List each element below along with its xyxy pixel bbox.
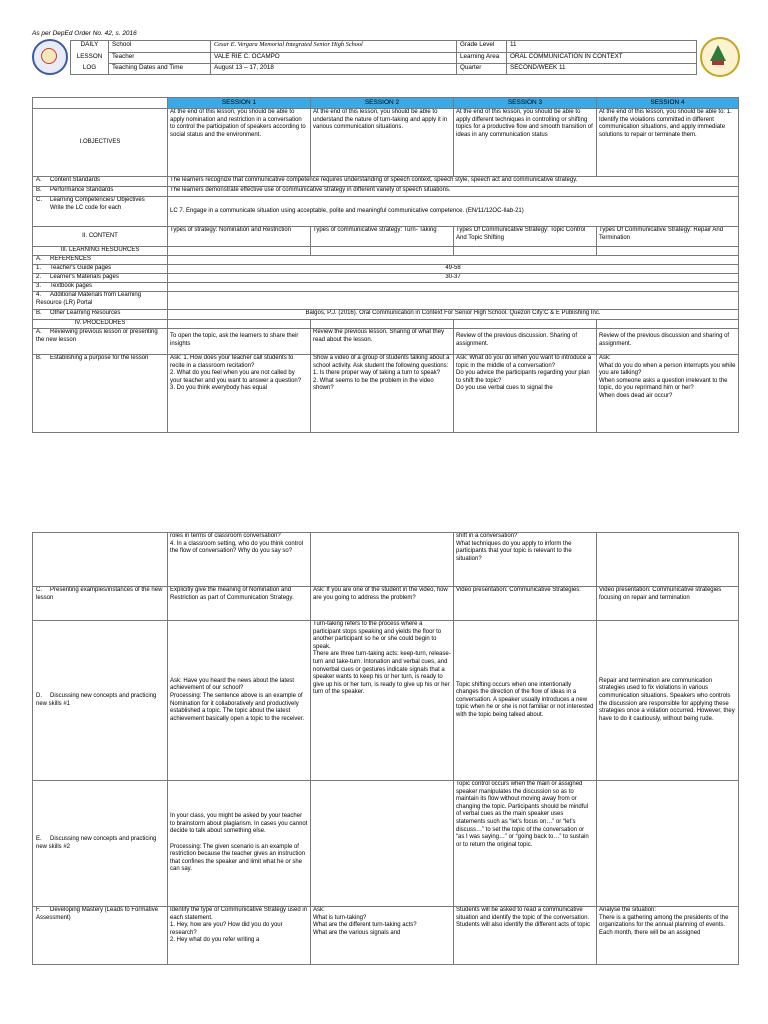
session-1-header: SESSION 1 (168, 98, 311, 109)
school-seal-right (700, 37, 740, 77)
session-2-header: SESSION 2 (311, 98, 454, 109)
cont-s1: roles in terms of classroom conversation? 4. In a classroom setting, who do you think control the flow of conversation? Why do you say so? (168, 533, 311, 587)
content-s3: Types Of Communicative Strategy: Topic Control And Topic Shifting (454, 227, 597, 247)
quarter-label: Quarter (457, 64, 507, 75)
proc-c-label: C. Presenting examples/instances of the new lesson (33, 587, 168, 621)
proc-d-label: D. Discussing new concepts and practicing new skills #1 (33, 621, 168, 781)
cont-s3: shift in a conversation? What techniques do you apply to inform the participants that your topic is relevant to the situation? (454, 533, 597, 587)
proc-c-s3: Video presentation: Communicative Strategies: (454, 587, 597, 621)
log-line-3: LOG (71, 64, 109, 75)
tg-pages-value: 49-58 (168, 265, 739, 274)
proc-b-s2: Show a video of a group of students talking about a school activity. Ask student the following questions: 1. Is there proper way of taking a turn to speak? 2. What seems to be the problem in the video shown? (311, 355, 454, 433)
proc-f-s1: Identify the type of Communicative Strategy used in each statement. 1. Hey, how are you? How did you do your research? 2. Hey what do you refer writing a (168, 907, 311, 965)
teacher-label: Teacher (109, 53, 211, 64)
dll-main-table-continued (32, 532, 739, 965)
dates-value: August 13 – 17, 2018 (211, 64, 457, 75)
school-label: School (109, 41, 211, 53)
performance-standards-label: B. Performance Standards (33, 187, 168, 197)
lm-pages-value: 30-37 (168, 274, 739, 283)
proc-e-s3: Topic control occurs when the main or assigned speaker manipulates the discussion so as to maintain its flow without moving away from or changing the topic. Participants should be mindful of verbal cues as the main speaker uses statements such as “let’s focus on…” or “let’s discuss…” to set the topic of the conversation or “as I was saying…” or “going back to…” to sustain or to return the original topic. (454, 781, 597, 907)
lr-portal-label: 4. Additional Materials from Learning Resource (LR) Portal (33, 292, 168, 310)
competencies-value: LC 7. Engage in a communicate situation using acceptable, polite and meaningful communicative competence. (EN/11/12OC-Ilab-21) (168, 197, 739, 227)
references-label: A. REFERENCES (33, 256, 168, 265)
session-3-header: SESSION 3 (454, 98, 597, 109)
proc-d-s4: Repair and termination are communication strategies used to fix violations in various communication situations. Speakers who controls the discussion are responsible for applying these strategies once a violation occurred. However, they have to do it cautiously, without being rude. (597, 621, 739, 781)
proc-b-s1: Ask: 1. How does your teacher call students to recite in a classroom recitation? 2. What do you feel when you are not called by your teacher and you want to answer a question? 3. Do you think everybody has equal (168, 355, 311, 433)
proc-c-s2: Ask: If you are one of the student in the video, how are you going to address the problem? (311, 587, 454, 621)
lm-pages-label: 2. Learner's Materials pages (33, 274, 168, 283)
content-s2: Types of communicative strategy: Turn- Taking (311, 227, 454, 247)
proc-a-label: A. Reviewing previous lesson or presenting the new lesson (33, 329, 168, 355)
teacher-value: VALE RIE C. OCAMPO (211, 53, 457, 64)
proc-f-s2: Ask: What is turn-taking? What are the different turn-taking acts? What are the various signals and (311, 907, 454, 965)
proc-e-label: E. Discussing new concepts and practicing new skills #2 (33, 781, 168, 907)
grade-label: Grade Level (457, 41, 507, 53)
proc-b-s4: Ask: What do you do when a person interrupts you while you are talking? When someone asks a question irrelevant to the topic, do you reprimand him or her? When does dead air occur? (597, 355, 739, 433)
proc-d-s1: Ask: Have you heard the news about the latest achievement of our school? Processing: The sentence above is an example of Nomination for it collaboratively and productively established a topic. The topic about the latest achievement basically open a topic to the receiver. (168, 621, 311, 781)
content-label: II. CONTENT (33, 227, 168, 247)
area-label: Learning Area (457, 53, 507, 64)
textbook-pages-label: 3. Textbook pages (33, 283, 168, 292)
competencies-label: C. Learning Competencies/ Objectives Write the LC code for each (33, 197, 168, 227)
proc-f-label: F. Developing Mastery (Leads to Formative Assessment) (33, 907, 168, 965)
proc-f-s3: Students will be asked to read a communicative situation and identify the topic of the conversation. Students will also identify the different acts of topic (454, 907, 597, 965)
log-line-1: DAILY (71, 41, 109, 53)
session-4-header: SESSION 4 (597, 98, 739, 109)
other-resources-value: Balgos, P.J. (2016). Oral Communication in Context For Senior High School. Quezon City:C & E Publishing Inc. (168, 310, 739, 320)
proc-e-s1: In your class, you might be asked by your teacher to brainstorm about plagiarism. In cases you cannot decide to talk about something else. Processing: The given scenario is an example of restriction because the teacher gives an instruction that confines the speaker and limit what he or she can say. (168, 781, 311, 907)
deped-order-note: As per DepEd Order No. 42, s. 2016 (32, 30, 137, 37)
area-value: ORAL COMMUNICATION IN CONTEXT (507, 53, 697, 64)
other-resources-label: B. Other Learning Resources (33, 310, 168, 320)
objectives-s4: At the end of this lesson, you should be able to: 1. Identify the violations committed in different communication situations, and apply immediate solutions to repair or terminate them. (597, 109, 739, 177)
performance-standards-value: The learners demonstrate effective use of communicative strategy in different variety of speech situations. (168, 187, 739, 197)
proc-d-s3: Topic shifting occurs when one intentionally changes the direction of the flow of ideas in a conversation. A speaker usually introduces a new topic when he or she is not familiar or not interested with the topic being talked about. (454, 621, 597, 781)
dates-label: Teaching Dates and Time (109, 64, 211, 75)
resources-label: III. LEARNING RESOURCES (33, 247, 168, 256)
procedures-label: IV. PROCEDURES (33, 320, 168, 329)
proc-c-s4: Video presentation: Communicative strategies focusing on repair and termination (597, 587, 739, 621)
dll-main-table (32, 97, 739, 433)
objectives-s3: At the end of this lesson, you should be able to apply different techniques in controlling or shifting topics for a productive flow and smooth transition of ideas in any communication status (454, 109, 597, 177)
proc-a-s2: Review the previous lesson. Sharing of what they read about the lesson. (311, 329, 454, 355)
proc-a-s1: To open the topic, ask the learners to share their insights (168, 329, 311, 355)
quarter-value: SECOND/WEEK 11 (507, 64, 697, 75)
proc-f-s4: Analyse the situation: There is a gathering among the presidents of the organizations for the annual planning of events. Each month, there will be an assigned (597, 907, 739, 965)
objectives-s1: At the end of this lesson, you should be able to apply nomination and restriction in a conversation to control the participation of speakers according to social status and the environment. (168, 109, 311, 177)
content-standards-label: A. Content Standards (33, 177, 168, 187)
proc-b-s3: Ask: What do you do when you want to introduce a topic in the middle of a conversation? Do you advice the participants regarding your plan to shift the topic? Do you use verbal cues to signal the (454, 355, 597, 433)
session-header-blank (33, 98, 168, 109)
proc-b-label: B. Establishing a purpose for the lesson (33, 355, 168, 433)
log-line-2: LESSON (71, 53, 109, 64)
objectives-label: I.OBJECTIVES (33, 109, 168, 177)
dll-header-table (70, 40, 697, 75)
proc-a-s4: Review of the previous discussion and sharing of assignment. (597, 329, 739, 355)
content-s4: Types Of Communicative Strategy: Repair And Termination (597, 227, 739, 247)
content-standards-value: The learners recognize that communicative competence requires understanding of speech context, speech style, speech act and communicative strategy. (168, 177, 739, 187)
proc-a-s3: Review of the previous discussion. Sharing of assignment. (454, 329, 597, 355)
grade-value: 11 (507, 41, 697, 53)
school-value: Cesar E. Vergara Memorial Integrated Senior High School (211, 41, 457, 53)
objectives-s2: At the end of this lesson, you should be able to understand the nature of turn-taking and apply it in various communication situations. (311, 109, 454, 177)
content-s1: Types of strategy: Nomination and Restriction (168, 227, 311, 247)
proc-c-s1: Explicitly give the meaning of Nomination and Restriction as part of Communication Strategy. (168, 587, 311, 621)
proc-d-s2: Turn-taking refers to the process where a participant stops speaking and yields the floor to another participant so he or she could begin to speak. There are three turn-taking acts: keep-turn, release-turn and take-turn. Intonation and verbal cues, and nonverbal cues or gestures indicate signals that a speaker wants to keep his or her turn, is ready to give up his or her turn, is ready to give up his or her turn of the speaker. (311, 621, 454, 781)
tg-pages-label: 1. Teacher's Guide pages (33, 265, 168, 274)
deped-seal-left (32, 39, 68, 75)
